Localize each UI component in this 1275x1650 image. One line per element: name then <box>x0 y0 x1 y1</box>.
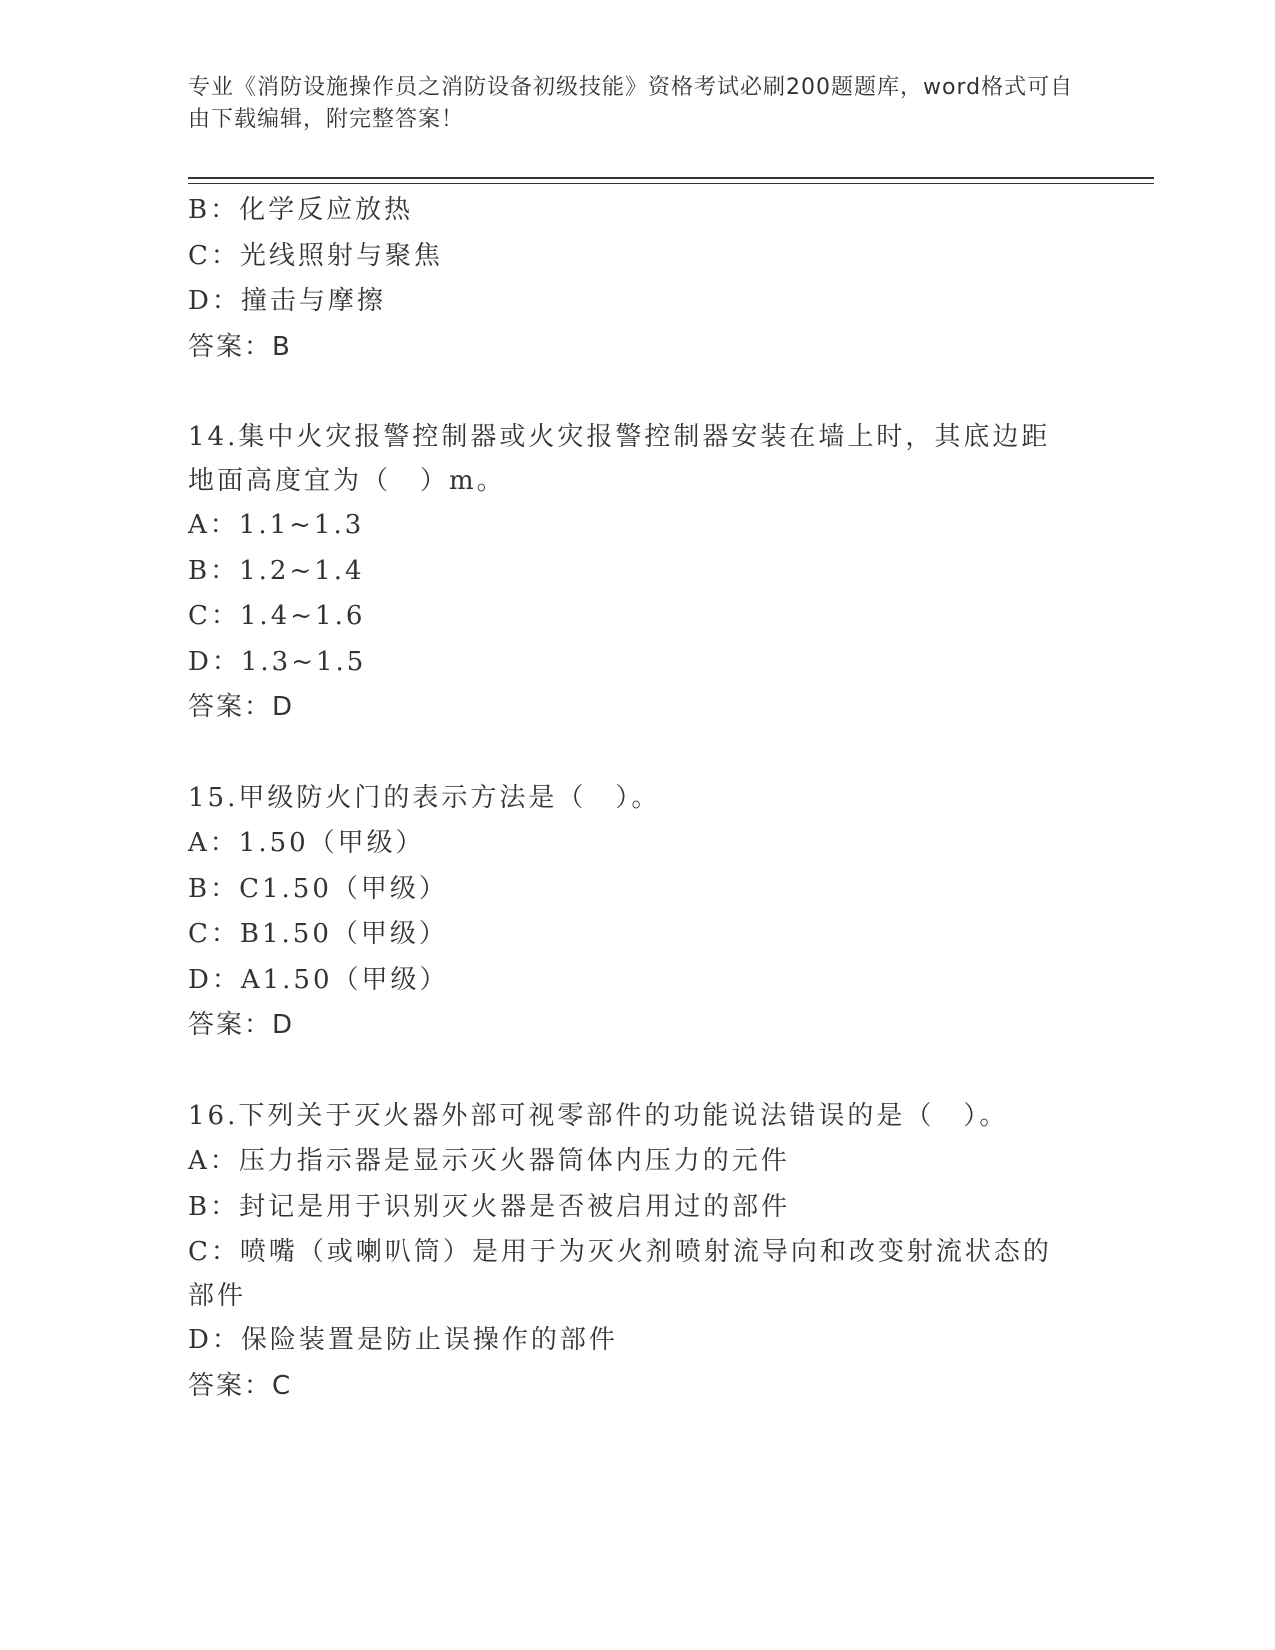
option-a: A：1.1~1.3 <box>188 510 365 540</box>
option-c: C：1.4~1.6 <box>188 601 366 631</box>
question-13 <box>188 188 1088 370</box>
spacer <box>188 370 1088 415</box>
question-16 <box>188 1094 1088 1410</box>
question-text: 14.集中火灾报警控制器或火灾报警控制器安装在墙上时，其底边距地面高度宜为（ ）m。 <box>188 422 1051 496</box>
option-c: C：B1.50（甲级） <box>188 919 448 949</box>
option-d: D：A1.50（甲级） <box>188 964 449 995</box>
option-d: D：1.3~1.5 <box>188 646 367 677</box>
spacer <box>188 731 1088 776</box>
option-a: A：压力指示器是显示灭火器筒体内压力的元件 <box>188 1146 790 1176</box>
question-15 <box>188 776 1088 1049</box>
question-list <box>188 188 1088 1409</box>
header-divider-thin <box>188 183 1154 184</box>
answer: 答案：C <box>188 1370 293 1401</box>
option-a: A：1.50（甲级） <box>188 828 425 858</box>
option-c: C：喷嘴（或喇叭筒）是用于为灭火剂喷射流导向和改变射流状态的部件 <box>188 1237 1052 1311</box>
document-header: 专业《消防设施操作员之消防设备初级技能》资格考试必刷200题题库，word格式可自由下载编辑，附完整答案！ <box>188 75 1074 132</box>
header-divider-thick <box>188 177 1154 179</box>
answer: 答案：D <box>188 692 295 722</box>
spacer <box>188 1049 1088 1094</box>
question-text: 15.甲级防火门的表示方法是（ ）。 <box>188 782 661 813</box>
option-b: B：C1.50（甲级） <box>188 873 448 904</box>
option-c: C：光线照射与聚焦 <box>188 240 443 271</box>
answer: 答案：D <box>188 1010 295 1040</box>
option-b: B：化学反应放热 <box>188 195 414 225</box>
option-b: B：封记是用于识别灭火器是否被启用过的部件 <box>188 1191 791 1222</box>
option-b: B：1.2~1.4 <box>188 555 365 586</box>
option-d: D：保险装置是防止误操作的部件 <box>188 1325 618 1355</box>
option-d: D：撞击与摩擦 <box>188 286 386 316</box>
question-text: 16.下列关于灭火器外部可视零部件的功能说法错误的是（ ）。 <box>188 1100 1009 1131</box>
answer: 答案：B <box>188 331 292 362</box>
question-14 <box>188 415 1088 731</box>
